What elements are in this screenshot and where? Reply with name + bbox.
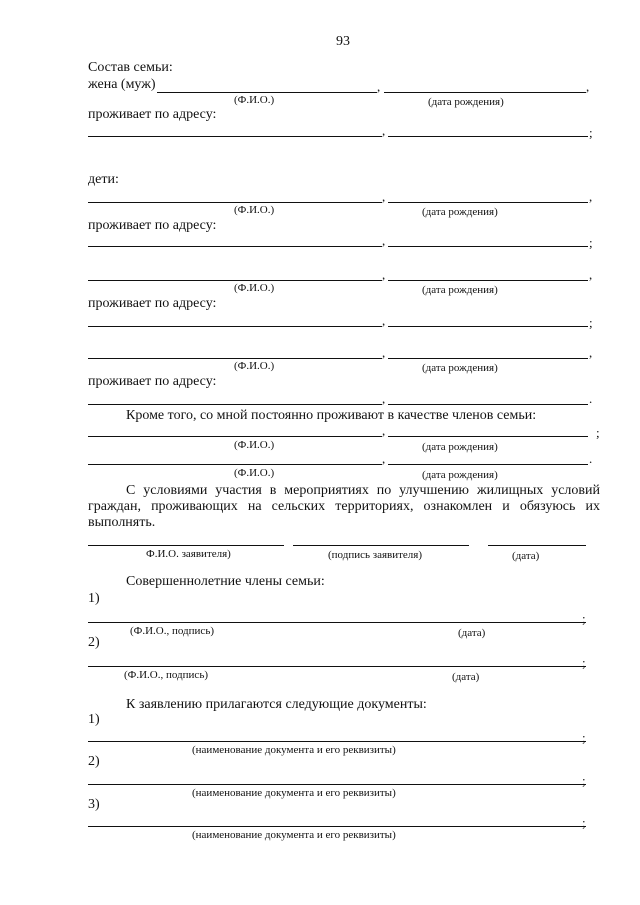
semicolon: ; <box>596 425 600 440</box>
comma: , <box>589 267 593 282</box>
applicant-fio-line[interactable] <box>88 545 284 546</box>
children-label: дети: <box>88 172 119 187</box>
others-text: Кроме того, со мной постоянно проживают в качестве членов семьи: <box>126 408 537 423</box>
document-caption: (наименование документа и его реквизиты) <box>192 744 396 756</box>
fio-caption: (Ф.И.О.) <box>234 94 275 106</box>
adult-member-number: 2) <box>88 635 100 650</box>
applicant-signature-line[interactable] <box>293 545 469 546</box>
document-number: 3) <box>88 797 100 812</box>
document-caption: (наименование документа и его реквизиты) <box>192 829 396 841</box>
fio-caption: (Ф.И.О.) <box>234 360 275 372</box>
fio-caption: (Ф.И.О.) <box>234 467 275 479</box>
semicolon: ; <box>582 655 586 670</box>
semicolon: ; <box>582 773 586 788</box>
comma: , <box>382 189 386 204</box>
address-line[interactable] <box>388 326 588 327</box>
comma: , <box>589 345 593 360</box>
adult-member-fio-caption: (Ф.И.О., подпись) <box>130 625 214 637</box>
applicant-date-caption: (дата) <box>512 550 540 562</box>
address-label: проживает по адресу: <box>88 374 217 389</box>
other-member-birthdate-line[interactable] <box>388 464 588 465</box>
document-number: 1) <box>88 712 100 727</box>
address-line[interactable] <box>388 246 588 247</box>
adult-member-line[interactable] <box>88 666 586 667</box>
document-number: 2) <box>88 754 100 769</box>
birthdate-caption: (дата рождения) <box>422 469 498 481</box>
other-member-birthdate-line[interactable] <box>388 436 588 437</box>
child-fio-line[interactable] <box>88 280 382 281</box>
fio-caption: (Ф.И.О.) <box>234 439 275 451</box>
birthdate-caption: (дата рождения) <box>422 441 498 453</box>
comma: , <box>382 123 386 138</box>
birthdate-caption: (дата рождения) <box>422 362 498 374</box>
conditions-paragraph: С условиями участия в мероприятиях по улучшению жилищных условий граждан, проживающих на сельских территориях, ознакомлен и обязуюсь их выполнять. <box>88 483 600 530</box>
adult-member-date-caption: (дата) <box>458 627 486 639</box>
document-caption: (наименование документа и его реквизиты) <box>192 787 396 799</box>
comma: , <box>589 189 593 204</box>
family-title: Состав семьи: <box>88 60 173 75</box>
address-line[interactable] <box>388 404 588 405</box>
comma: , <box>382 267 386 282</box>
comma: , <box>382 391 386 406</box>
address-label: проживает по адресу: <box>88 296 217 311</box>
document-line[interactable] <box>88 741 586 742</box>
adult-member-line[interactable] <box>88 622 586 623</box>
applicant-fio-caption: Ф.И.О. заявителя) <box>146 548 231 560</box>
spouse-label: жена (муж) <box>88 77 156 92</box>
documents-title: К заявлению прилагаются следующие документы: <box>126 697 427 712</box>
address-line[interactable] <box>388 136 588 137</box>
comma: , <box>382 451 386 466</box>
child-birthdate-line[interactable] <box>388 202 588 203</box>
child-fio-line[interactable] <box>88 358 382 359</box>
applicant-date-line[interactable] <box>488 545 586 546</box>
semicolon: ; <box>589 125 593 140</box>
page-number: 93 <box>336 34 350 49</box>
adult-member-number: 1) <box>88 591 100 606</box>
address-line[interactable] <box>88 246 382 247</box>
other-member-fio-line[interactable] <box>88 464 382 465</box>
child-birthdate-line[interactable] <box>388 358 588 359</box>
comma: , <box>382 345 386 360</box>
fio-caption: (Ф.И.О.) <box>234 204 275 216</box>
address-line[interactable] <box>88 136 382 137</box>
birthdate-caption: (дата рождения) <box>428 96 504 108</box>
applicant-signature-caption: (подпись заявителя) <box>328 549 423 561</box>
adult-members-title: Совершеннолетние члены семьи: <box>126 574 325 589</box>
semicolon: ; <box>589 315 593 330</box>
comma: , <box>377 79 381 94</box>
child-birthdate-line[interactable] <box>388 280 588 281</box>
adult-member-fio-caption: (Ф.И.О., подпись) <box>124 669 208 681</box>
semicolon: ; <box>582 815 586 830</box>
adult-member-date-caption: (дата) <box>452 671 480 683</box>
address-label: проживает по адресу: <box>88 218 217 233</box>
comma: , <box>382 233 386 248</box>
address-line[interactable] <box>88 326 382 327</box>
semicolon: ; <box>582 730 586 745</box>
birthdate-caption: (дата рождения) <box>422 206 498 218</box>
address-line[interactable] <box>88 404 382 405</box>
document-line[interactable] <box>88 784 586 785</box>
semicolon: ; <box>589 235 593 250</box>
spouse-fio-line[interactable] <box>157 92 377 93</box>
semicolon: ; <box>582 611 586 626</box>
document-line[interactable] <box>88 826 586 827</box>
period: . <box>589 451 593 466</box>
comma: , <box>586 79 590 94</box>
other-member-fio-line[interactable] <box>88 436 382 437</box>
period: . <box>589 391 593 406</box>
comma: , <box>382 313 386 328</box>
address-label: проживает по адресу: <box>88 107 217 122</box>
child-fio-line[interactable] <box>88 202 382 203</box>
birthdate-caption: (дата рождения) <box>422 284 498 296</box>
fio-caption: (Ф.И.О.) <box>234 282 275 294</box>
comma: , <box>382 423 386 438</box>
spouse-birthdate-line[interactable] <box>384 92 586 93</box>
